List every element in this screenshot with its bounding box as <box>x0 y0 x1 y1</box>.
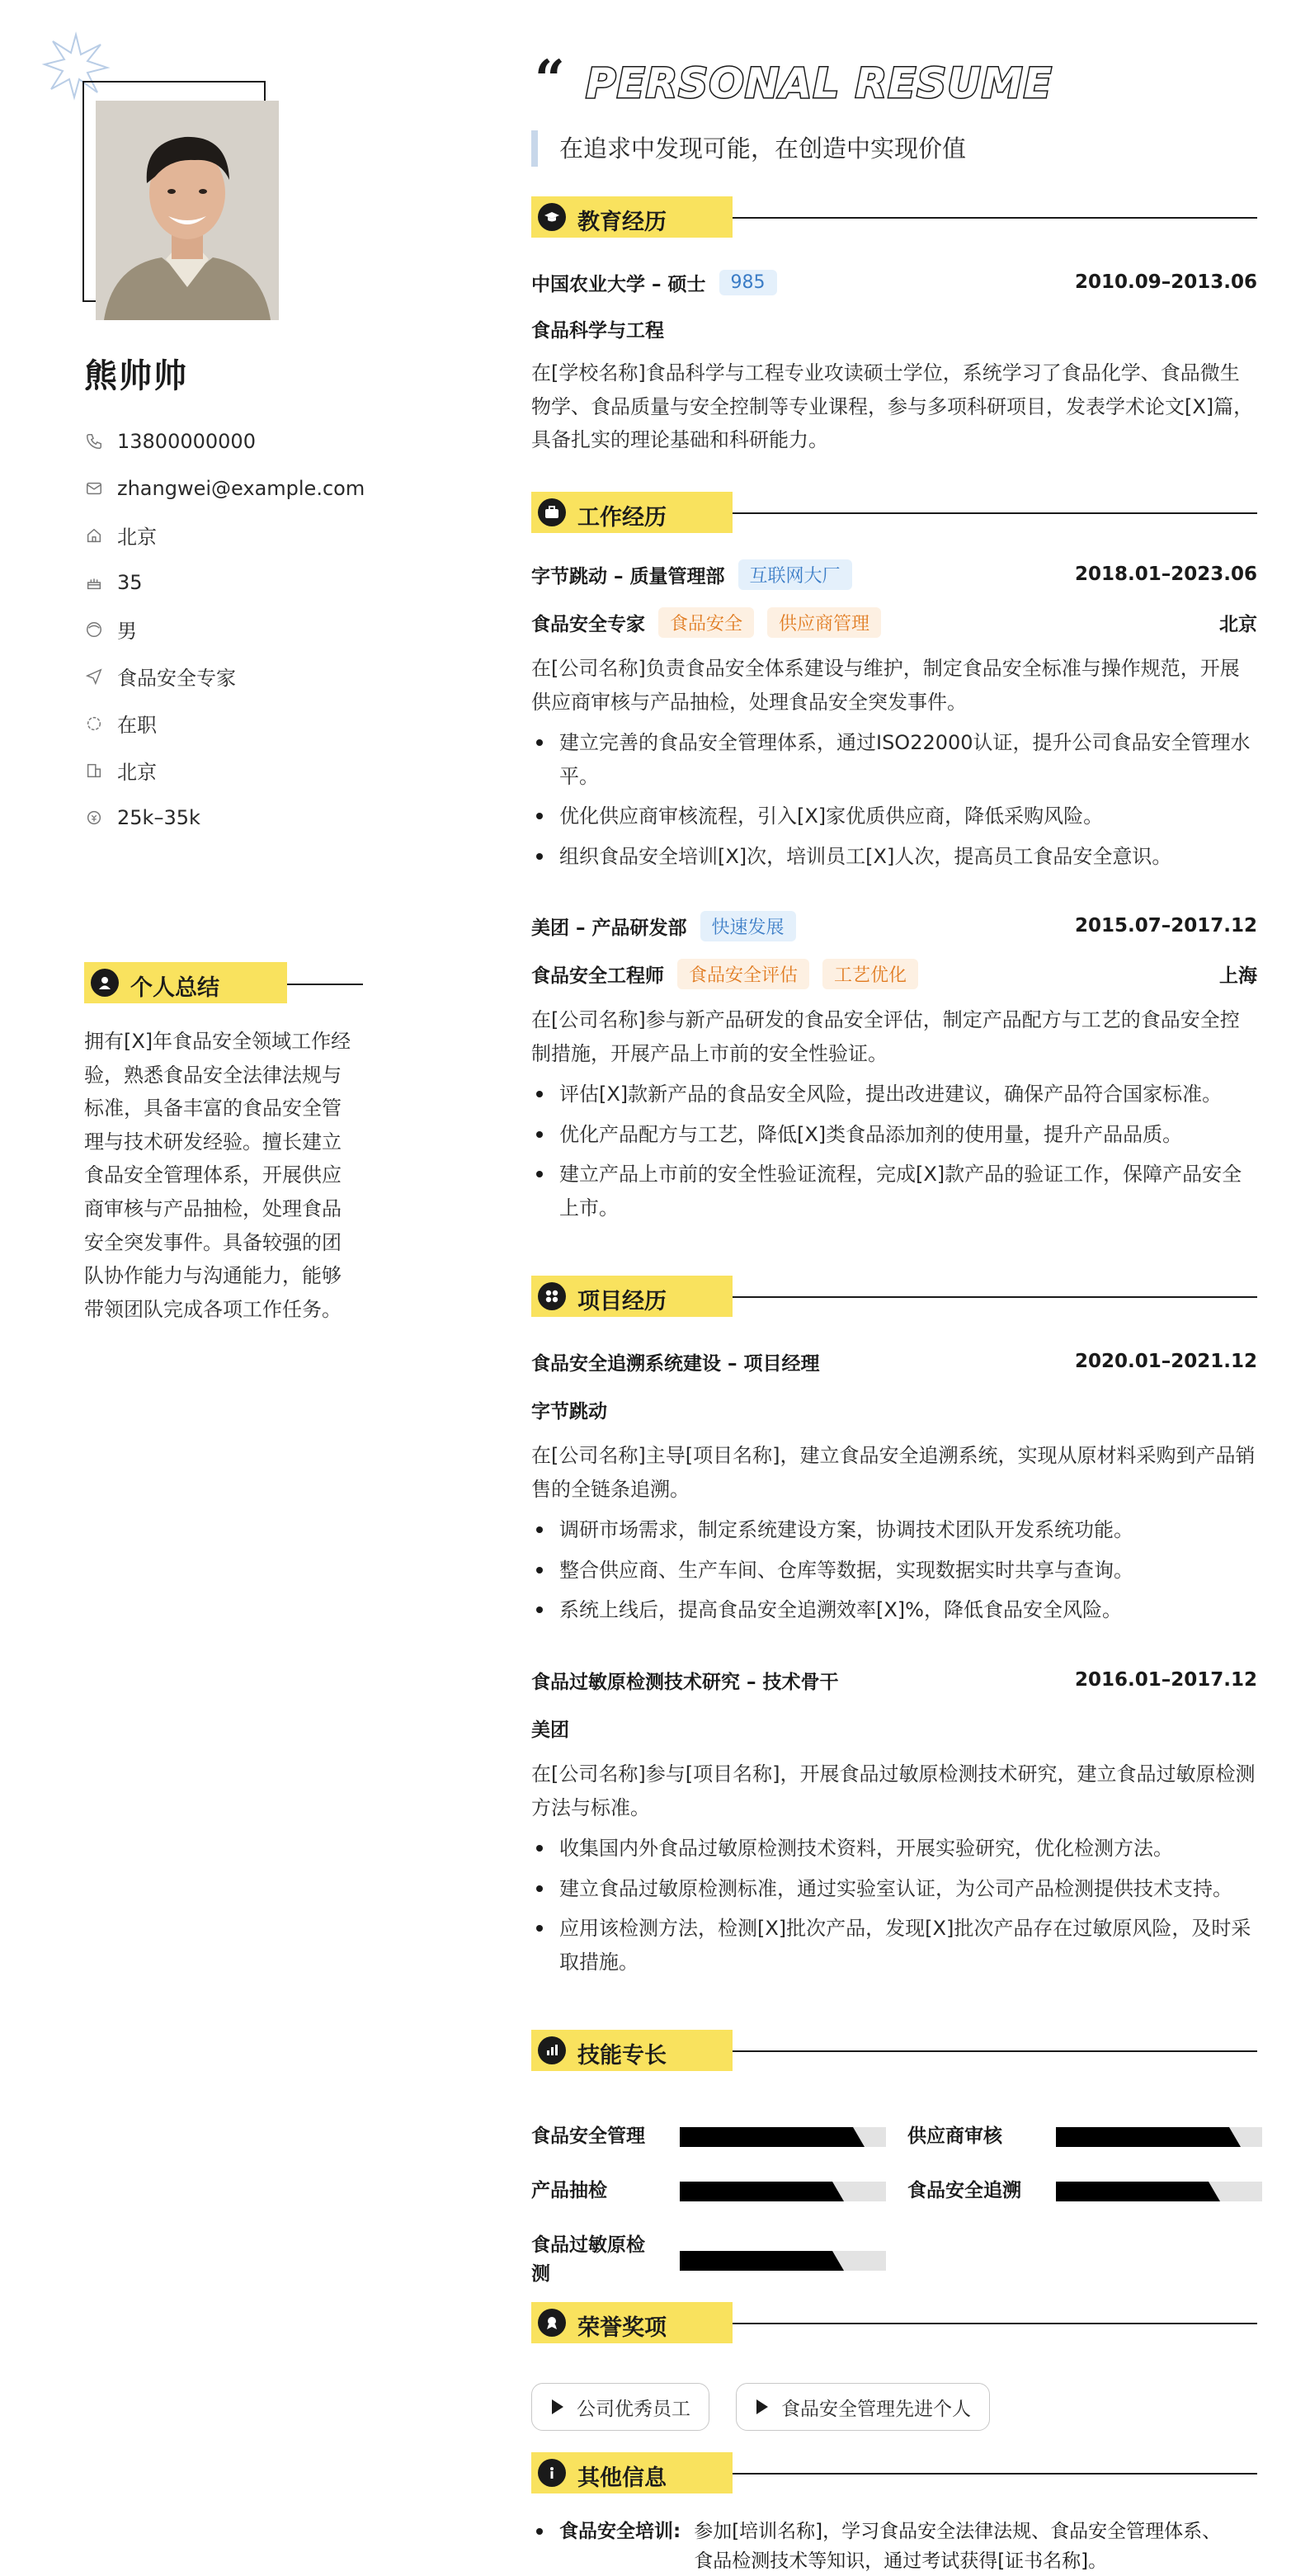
list-item: 收集国内外食品过敏原检测技术资料，开展实验研究，优化检测方法。 <box>531 1832 1257 1866</box>
skill-4 <box>907 2177 1262 2206</box>
info-salary <box>82 794 365 841</box>
info-age <box>82 559 365 606</box>
job-1-role-row <box>531 606 1257 639</box>
award-label: 食品安全管理先进个人 <box>781 2398 971 2420</box>
list-item: 组织食品安全培训[X]次，培训员工[X]人次，提高员工食品安全意识。 <box>531 840 1257 874</box>
job-2-tag-2: 工艺优化 <box>822 959 918 989</box>
awards-header <box>531 2302 1257 2343</box>
info-position <box>82 653 365 700</box>
award-icon <box>538 2309 566 2337</box>
contact-info-list <box>82 418 365 841</box>
position-text: 食品安全专家 <box>117 667 236 690</box>
project-2-period: 2016.01–2017.12 <box>1074 1669 1257 1691</box>
bar-chart-icon <box>538 2036 566 2064</box>
education-desc: 在[学校名称]食品科学与工程专业攻读硕士学位，系统学习了食品化学、食品微生物学、食品质量与安全控制等专业课程，参与多项科研项目，发表学术论文[X]篇，具备扎实的理论基础和科研能力。 <box>531 361 1254 451</box>
other-title: 其他信息 <box>577 2465 667 2491</box>
project-2-org-row <box>531 1711 1257 1744</box>
phone-icon <box>82 430 106 453</box>
work-header <box>531 492 1257 533</box>
training-text: 参加[培训名称]，学习食品安全法律法规、食品安全管理体系、食品检测技术等知识，通过考试获得[证书名称]。 <box>694 2521 1222 2572</box>
person-name: 熊帅帅 <box>84 357 188 395</box>
city-text: 北京 <box>117 761 157 784</box>
project-1-desc: 在[公司名称]主导[项目名称]，建立食品安全追溯系统，实现从原材料采购到产品销售的全链条追溯。 <box>531 1444 1256 1501</box>
project-1-row <box>531 1345 1257 1378</box>
training-label: 食品安全培训: <box>559 2521 681 2542</box>
job-1-city: 北京 <box>1219 613 1257 635</box>
info-phone <box>82 418 365 465</box>
play-icon <box>756 2399 768 2414</box>
face-icon <box>82 618 106 641</box>
project-2-desc: 在[公司名称]参与[项目名称]，开展食品过敏原检测技术研究，建立食品过敏原检测方法与标准。 <box>531 1762 1256 1819</box>
list-item: 评估[X]款新产品的食品安全风险，提出改进建议，确保产品符合国家标准。 <box>531 1078 1257 1111</box>
project-1-bullets <box>531 1513 1257 1634</box>
job-2-desc: 在[公司名称]参与新产品研发的食品安全评估，制定产品配方与工艺的食品安全控制措施，开展产品上市前的安全性验证。 <box>531 1008 1240 1065</box>
education-title: 教育经历 <box>577 210 667 235</box>
list-item: 建立产品上市前的安全性验证流程，完成[X]款产品的验证工作，保障产品安全上市。 <box>531 1158 1257 1224</box>
main-content <box>531 0 1257 2572</box>
job-2-period: 2015.07–2017.12 <box>1074 915 1257 937</box>
gender-text: 男 <box>117 620 137 643</box>
job-2-bullets <box>531 1078 1257 1231</box>
status-icon <box>82 712 106 735</box>
list-item: 优化产品配方与工艺，降低[X]类食品添加剂的使用量，提升产品品质。 <box>531 1118 1257 1152</box>
salary-text: 25k–35k <box>117 805 200 829</box>
skill-2 <box>907 2122 1262 2151</box>
awards-title: 荣誉奖项 <box>577 2315 667 2341</box>
job-2-role-row <box>531 957 1257 990</box>
grid-icon <box>538 1282 566 1310</box>
other-item <box>531 2517 1257 2576</box>
graduation-cap-icon <box>538 203 566 231</box>
education-row <box>531 266 1257 299</box>
skills-title: 技能专长 <box>577 2043 667 2069</box>
skill-3 <box>531 2177 886 2206</box>
skill-1 <box>531 2122 886 2151</box>
summary-header <box>84 962 363 1003</box>
skill-name: 食品过敏原检测 <box>531 2234 645 2285</box>
email-text: zhangwei@example.com <box>117 476 365 500</box>
job-2-tag-1: 食品安全评估 <box>677 959 809 989</box>
award-item <box>736 2383 990 2431</box>
major-row <box>531 314 1257 343</box>
person-icon <box>91 969 119 997</box>
skill-bar <box>680 2127 886 2147</box>
svg-text:“: “ <box>535 49 565 111</box>
job-1-company-tag: 互联网大厂 <box>738 559 852 590</box>
list-item: 建立食品过敏原检测标准，通过实验室认证，为公司产品检测提供技术支持。 <box>531 1872 1257 1906</box>
avatar <box>96 101 279 320</box>
job-1-tag-2: 供应商管理 <box>767 607 881 638</box>
job-2-role: 食品安全工程师 <box>531 965 664 987</box>
phone-text: 13800000000 <box>117 429 256 453</box>
award-label: 公司优秀员工 <box>577 2398 690 2420</box>
skills-header <box>531 2030 1257 2071</box>
job-1-tag-1: 食品安全 <box>658 607 754 638</box>
mail-icon <box>82 477 106 500</box>
home-icon <box>82 524 106 547</box>
info-icon <box>538 2459 566 2487</box>
job-2-row <box>531 909 1257 942</box>
summary-text: 拥有[X]年食品安全领域工作经验，熟悉食品安全法律法规与标准，具备丰富的食品安全管理与技术研发经验。擅长建立食品安全管理体系，开展供应商审核与产品抽检，处理食品安全突发事件。具备较强的团队协作能力与沟通能力，能够带领团队完成各项工作任务。 <box>84 1030 351 1321</box>
skill-name: 食品安全追溯 <box>907 2180 1021 2201</box>
slogan: 在追求中发现可能，在创造中实现价值 <box>531 130 966 167</box>
skill-bar <box>680 2251 886 2271</box>
job-2-company-tag: 快速发展 <box>700 911 796 941</box>
play-icon <box>552 2399 563 2414</box>
info-gender <box>82 606 365 653</box>
skill-bar <box>680 2182 886 2201</box>
building-icon <box>82 759 106 782</box>
sidebar <box>0 0 429 2530</box>
list-item: 优化供应商审核流程，引入[X]家优质供应商，降低采购风险。 <box>531 800 1257 833</box>
summary-title: 个人总结 <box>130 975 219 1001</box>
skill-5 <box>531 2231 886 2289</box>
age-text: 35 <box>117 570 143 594</box>
school-tag: 985 <box>719 270 777 295</box>
location-text: 北京 <box>117 526 157 549</box>
list-item: 调研市场需求，制定系统建设方案，协调技术团队开发系统功能。 <box>531 1513 1257 1547</box>
projects-header <box>531 1276 1257 1317</box>
project-2-name: 食品过敏原检测技术研究 – 技术骨干 <box>531 1671 839 1693</box>
info-location <box>82 512 365 559</box>
info-city <box>82 747 365 794</box>
skill-name: 食品安全管理 <box>531 2125 645 2147</box>
job-1-row <box>531 558 1257 591</box>
banner-title <box>531 46 1257 120</box>
send-icon <box>82 665 106 688</box>
project-1-period: 2020.01–2021.12 <box>1074 1351 1257 1372</box>
job-1-role: 食品安全专家 <box>531 613 645 635</box>
project-2-bullets <box>531 1832 1257 1985</box>
project-1-name: 食品安全追溯系统建设 – 项目经理 <box>531 1352 820 1375</box>
school-name: 中国农业大学 – 硕士 <box>531 273 706 295</box>
project-1-org: 字节跳动 <box>531 1400 607 1422</box>
briefcase-icon <box>538 498 566 526</box>
skill-name: 供应商审核 <box>907 2125 1002 2147</box>
info-status <box>82 700 365 747</box>
skill-name: 产品抽检 <box>531 2180 607 2201</box>
info-email <box>82 465 365 512</box>
job-1-company: 字节跳动 – 质量管理部 <box>531 565 725 587</box>
award-item <box>531 2383 709 2431</box>
other-header <box>531 2452 1257 2493</box>
list-item: 应用该检测方法，检测[X]批次产品，发现[X]批次产品存在过敏原风险，及时采取措施。 <box>531 1912 1257 1979</box>
education-header <box>531 196 1257 238</box>
job-1-period: 2018.01–2023.06 <box>1074 564 1257 585</box>
work-title: 工作经历 <box>577 505 667 531</box>
education-period: 2010.09–2013.06 <box>1074 271 1257 293</box>
status-text: 在职 <box>117 714 157 737</box>
salary-icon <box>82 806 106 829</box>
list-item: 整合供应商、生产车间、仓库等数据，实现数据实时共享与查询。 <box>531 1554 1257 1588</box>
skill-bar <box>1056 2182 1262 2201</box>
list-item: 建立完善的食品安全管理体系，通过ISO22000认证，提升公司食品安全管理水平。 <box>531 726 1257 793</box>
project-2-row <box>531 1663 1257 1696</box>
major-name: 食品科学与工程 <box>531 319 664 342</box>
list-item: 系统上线后，提高食品安全追溯效率[X]%，降低食品安全风险。 <box>531 1593 1257 1627</box>
banner-text: PERSONAL RESUME <box>586 59 1053 107</box>
project-1-org-row <box>531 1393 1257 1426</box>
project-2-org: 美团 <box>531 1719 569 1741</box>
job-1-bullets <box>531 726 1257 880</box>
skill-bar <box>1056 2127 1262 2147</box>
job-2-city: 上海 <box>1219 965 1257 987</box>
job-1-desc: 在[公司名称]负责食品安全体系建设与维护，制定食品安全标准与操作规范，开展供应商审核与产品抽检，处理食品安全突发事件。 <box>531 657 1240 714</box>
projects-title: 项目经历 <box>577 1289 667 1314</box>
cake-icon <box>82 571 106 594</box>
job-2-company: 美团 – 产品研发部 <box>531 917 687 939</box>
